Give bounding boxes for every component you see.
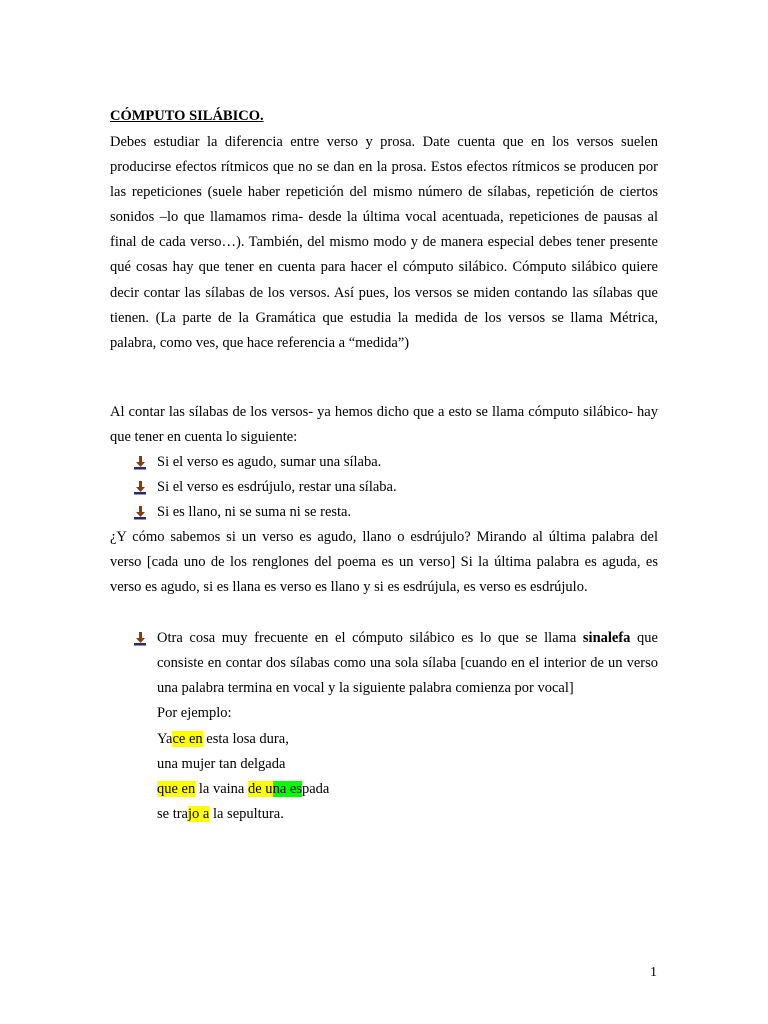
paragraph-counting: Al contar las sílabas de los versos- ya hemos dicho que a esto se llama cómputo silábico- hay que tener en cuenta lo siguiente: — [110, 404, 658, 446]
poem-line — [157, 727, 329, 752]
sinalefa-text — [157, 626, 658, 726]
arrow-bullet-icon — [133, 456, 147, 470]
list-item — [133, 450, 397, 475]
page-number: 1 — [650, 965, 657, 980]
list-item — [133, 475, 397, 500]
paragraph-accent: ¿Y cómo sabemos si un verso es agudo, llano o esdrújulo? Mirando al última palabra del verso [cada uno de los renglones del poema es un verso] Si la última palabra es aguda, es verso es agudo, si es llana es verso es llano y si es esdrújula, es verso es esdrújulo. — [110, 529, 658, 596]
arrow-bullet-icon — [133, 632, 147, 646]
sinalefa-highlight: ce en — [172, 731, 203, 747]
list-item-text: Si es llano, ni se suma ni se resta. — [157, 504, 352, 521]
sinalefa-highlight: jo a — [188, 806, 210, 823]
paragraph-intro: Debes estudiar la diferencia entre verso y prosa. Date cuenta que en los versos suelen producirse efectos rítmicos que no se dan en la prosa. Estos efectos rítmicos se producen por las repeticiones (suele haber repetición del mismo número de sílabas, repetición de ciertos sonidos –lo que llamamos rima- desde la última vocal acentuada, repeticiones de pausas al final de cada verso…). También, del mismo modo y de manera especial debes tener presente qué cosas hay que tener en cuenta para hacer el cómputo silábico. Cómputo silábico quiere decir contar las sílabas de los versos. Así pues, los versos se miden contando las sílabas que tienen. (La parte de la Gramática que estudia la medida de los versos se llama Métrica, palabra, como ves, que hace referencia a “medida”) — [110, 134, 658, 351]
poem-text: pada — [301, 781, 330, 798]
sinalefa-term: sinalefa — [582, 630, 631, 646]
poem-line — [157, 777, 329, 802]
poem-text: esta losa dura, — [202, 731, 289, 747]
poem-line: una mujer tan delgada — [157, 756, 286, 773]
poem-example — [157, 727, 329, 827]
arrow-bullet-icon — [133, 481, 147, 495]
sinalefa-after: que consiste en contar dos sílabas como una sola sílaba [cuando en el interior de un verso una palabra termina en vocal y la siguiente palabra comienza por vocal] — [157, 630, 658, 697]
example-intro: Por ejemplo: — [157, 705, 232, 722]
poem-text: la sepultura. — [209, 806, 284, 823]
list-item-sinalefa — [133, 626, 658, 726]
rules-list — [133, 450, 397, 525]
list-item-text: Si el verso es agudo, sumar una sílaba. — [157, 454, 382, 470]
poem-text: se tra — [157, 806, 188, 823]
sinalefa-before: Otra cosa muy frecuente en el cómputo silábico es lo que se llama — [157, 630, 583, 646]
poem-line — [157, 802, 329, 827]
sinalefa-highlight: de u — [248, 781, 273, 798]
document-title: CÓMPUTO SILÁBICO. — [110, 108, 264, 124]
list-item-text: Si el verso es esdrújulo, restar una sílaba. — [157, 479, 397, 496]
poem-text: la vaina — [195, 781, 248, 798]
arrow-bullet-icon — [133, 506, 147, 520]
poem-text: Ya — [157, 731, 173, 747]
sinalefa-highlight: que en — [157, 781, 196, 798]
sinalefa-highlight-green: na es — [272, 781, 302, 798]
list-item — [133, 500, 397, 525]
